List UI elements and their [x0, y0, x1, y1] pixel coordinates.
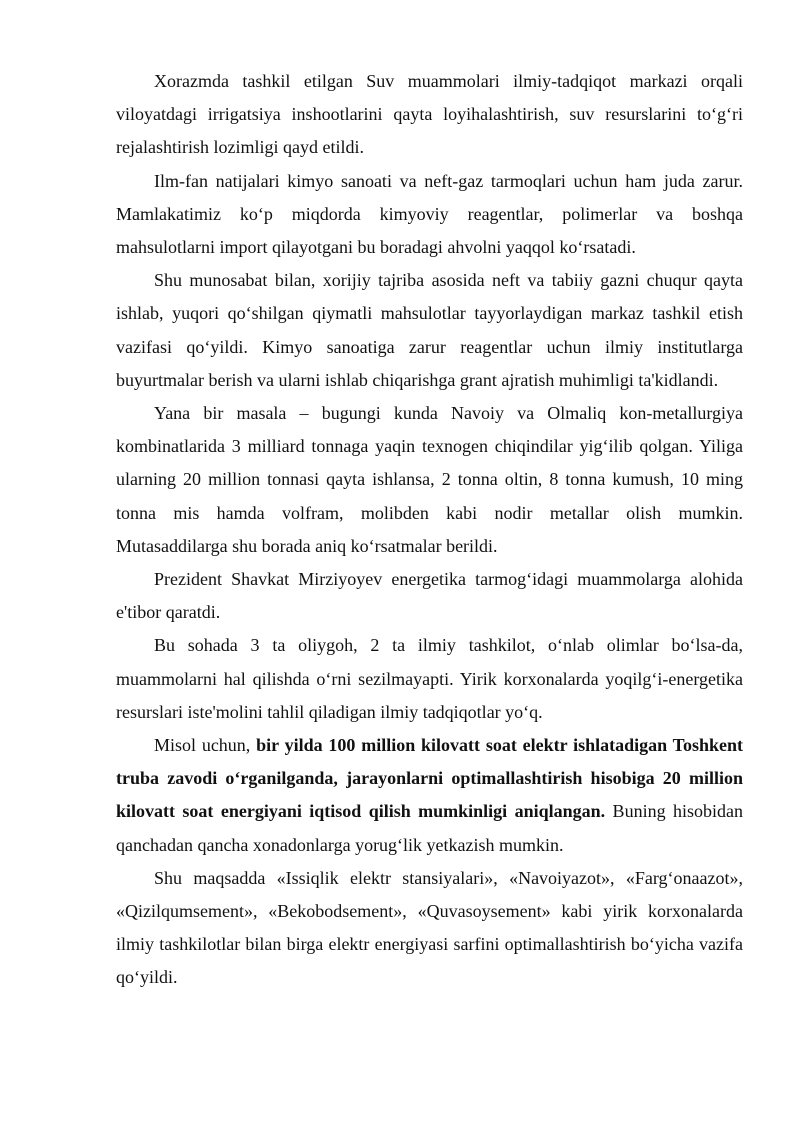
paragraph-mining-waste: Yana bir masala – bugungi kunda Navoiy va Olmaliq kon-metallurgiya kombinatlarida 3 milliard tonnaga yaqin texnogen chiqindilar yig‘ilib qolgan. Yiliga ularning 20 million tonnasi qayta ishlansa, 2 tonna oltin, 8 tonna kumush, 10 ming tonna mis hamda volfram, molibden kabi nodir metallar olish mumkin. Mutasaddilarga shu borada aniq ko‘rsatmalar berildi.: [116, 403, 743, 556]
paragraph-energy-attention: Prezident Shavkat Mirziyoyev energetika tarmog‘idagi muammolarga alohida e'tibor qaratdi.: [116, 569, 743, 623]
paragraph-tube-plant-example: [116, 729, 743, 862]
example-bold-text: bir yilda 100 million kilovatt soat elektr ishlatadigan Toshkent truba zavodi o‘rganilganda, jarayonlarni optimallashtirish hisobiga 20 million kilovatt soat energiyani iqtisod qilish mumkinligi aniqlangan.: [116, 735, 743, 822]
example-tail-text: Buning hisobidan qanchadan qancha xonadonlarga yorug‘lik yetkazish mumkin.: [116, 801, 743, 855]
document-page: [116, 65, 743, 995]
paragraph-enterprise-tasks: Shu maqsadda «Issiqlik elektr stansiyalari», «Navoiyazot», «Farg‘onaazot», «Qizilqumsement», «Bekobodsement», «Quvasoysement» kabi yirik korxonalarda ilmiy tashkilotlar bilan birga elektr energiyasi sarfini optimallashtirish bo‘yicha vazifa qo‘yildi.: [116, 867, 743, 988]
example-lead-text: Misol uchun,: [154, 735, 257, 756]
paragraph-energy-research: Bu sohada 3 ta oliygoh, 2 ta ilmiy tashkilot, o‘nlab olimlar bo‘lsa-da, muammolarni hal qilishda o‘rni sezilmayapti. Yirik korxonalarda yoqilg‘i-energetika resurslari iste'molini tahlil qiladigan ilmiy tadqiqotlar yo‘q.: [116, 635, 743, 722]
paragraph-water-research: Xorazmda tashkil etilgan Suv muammolari ilmiy-tadqiqot markazi orqali viloyatdagi irrigatsiya inshootlarini qayta loyihalashtirish, suv resurslarini to‘g‘ri rejalashtirish lozimligi qayd etildi.: [116, 71, 743, 158]
paragraph-chemical-industry: Ilm-fan natijalari kimyo sanoati va neft-gaz tarmoqlari uchun ham juda zarur. Mamlakatimiz ko‘p miqdorda kimyoviy reagentlar, polimerlar va boshqa mahsulotlarni import qilayotgani bu boradagi ahvolni yaqqol ko‘rsatadi.: [116, 170, 743, 258]
paragraph-oil-gas-center: Shu munosabat bilan, xorijiy tajriba asosida neft va tabiiy gazni chuqur qayta ishlab, yuqori qo‘shilgan qiymatli mahsulotlar tayyorlaydigan markaz tashkil etish vazifasi qo‘yildi. Kimyo sanoatiga zarur reagentlar uchun ilmiy institutlarga buyurtmalar berish va ularni ishlab chiqarishga grant ajratish muhimligi ta'kidlandi.: [116, 270, 743, 390]
